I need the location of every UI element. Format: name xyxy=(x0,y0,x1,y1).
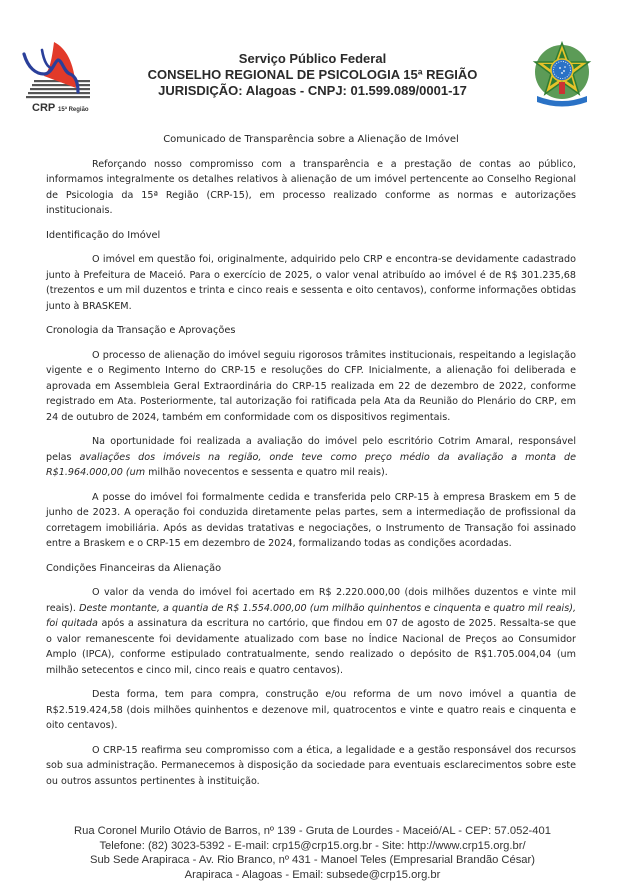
brazil-coat-of-arms-icon xyxy=(527,40,597,110)
paragraph-condicoes-compromisso: O CRP-15 reafirma seu compromisso com a ética, a legalidade e a gestão responsável dos recursos sob sua administração. Permanecemos à disposição da sociedade para eventuais esclarecimentos sobre este ou outros assuntos pertinentes à instituição. xyxy=(46,744,576,787)
section-heading-cronologia: Cronologia da Transação e Aprovações xyxy=(46,325,236,336)
paragraph-cronologia-posse: A posse do imóvel foi formalmente cedida e transferida pelo CRP-15 à empresa Braskem em 5 de junho de 2023. A operação foi conduzida diretamente pelas partes, sem a intermediação de profissional da corretagem imobiliária. Após as devidas tratativas e negociações, o Instrumento de Transação foi assinado entre a Braskem e o CRP-15 em dezembro de 2024, formalizando todas as condições acordadas. xyxy=(46,491,576,549)
section-heading-identificacao: Identificação do Imóvel xyxy=(46,229,161,241)
avaliacao-text-start: Na oportunidade foi realizada a avaliação do imóvel pelo escritório Cotrim Amaral, responsável pelas xyxy=(46,436,576,463)
footer-contact: Telefone: (82) 3023-5392 - E-mail: crp15@crp15.org.br - Site: http://www.crp15.org.br/ xyxy=(99,839,526,852)
brazil-coat-of-arms xyxy=(527,40,597,110)
letterhead-title xyxy=(120,51,505,99)
document-title: Comunicado de Transparência sobre a Alienação de Imóvel xyxy=(163,134,459,145)
crp-logo-text xyxy=(32,102,89,114)
crp-logo-sub-text: 15ª Região xyxy=(58,107,89,113)
avaliacao-text-italic: avaliações dos imóveis na região, onde teve como preço médio da avaliação a monta de R$1.964.000,00 (um xyxy=(46,451,576,478)
letterhead-footer xyxy=(0,824,625,882)
logo-stripes xyxy=(26,80,90,98)
document-body xyxy=(46,132,576,798)
avaliacao-text-end: milhão novecentos e sessenta e quatro mil reais). xyxy=(145,467,388,478)
intro-paragraph: Reforçando nosso compromisso com a transparência e a prestação de contas ao público, informamos integralmente os detalhes relativos à alienação de um imóvel pertencente ao Conselho Regional de Psicologia da 15ª Região (CRP-15), em processo realizado conforme as normas e autorizações institucionais. xyxy=(46,158,576,216)
paragraph-condicoes-saldo: Desta forma, tem para compra, construção e/ou reforma de um novo imóvel a quantia de R$2.519.424,58 (dois milhões quinhentos e dezenove mil, quatrocentos e vinte e quatro reais e cinquenta e oito centavos). xyxy=(46,689,576,731)
paragraph-cronologia-avaliacao xyxy=(46,434,576,481)
crp-logo xyxy=(14,40,98,120)
paragraph-cronologia-processo: O processo de alienação do imóvel seguiu rigorosos trâmites institucionais, respeitando a legislação vigente e o Regimento Interno do CRP-15 e resoluções do CFP. Inicialmente, a alienação foi deliberada e aprovada em Assembleia Geral Extraordinária do CRP-15 realizada em 22 de dezembro de 2022, conforme registrado em Ata. Posteriormente, tal autorização foi ratificada pela Ata da Reunião do Plenário do CRP, em 24 de outubro de 2024, também em conformidade com os dispositivos regimentais. xyxy=(46,349,576,423)
crp-logo-main-text: CRP xyxy=(32,102,56,114)
footer-address: Rua Coronel Murilo Otávio de Barros, nº 139 - Gruta de Lourdes - Maceió/AL - CEP: 57.052-401 xyxy=(74,825,551,837)
valor-text-start: O valor da venda do imóvel foi acertado em R$ 2.220.000,00 (dois milhões duzentos e vinte mil reais). xyxy=(46,587,576,614)
paragraph-condicoes-valor xyxy=(46,585,576,678)
footer-subsede-contact: Arapiraca - Alagoas - Email: subsede@crp15.org.br xyxy=(184,868,441,881)
valor-text-italic: Deste montante, a quantia de R$ 1.554.000,00 (um milhão quinhentos e cinquenta e quatro mil reais), foi quitada xyxy=(46,602,576,629)
header-line-3: JURISDIÇÃO: Alagoas - CNPJ: 01.599.089/0001-17 xyxy=(158,83,467,98)
valor-text-end: após a assinatura da escritura no cartório, que findou em 07 de agosto de 2025. Ressalta-se que o valor remanescente foi devidamente atualizado com base no Índice Nacional de Preços ao Consumidor Amplo (IPCA), conforme estipulado contratualmente, sendo realizado o depósito de R$1.705.004,04 (um milhão setecentos e cinco mil, cinco reais e quatro centavos). xyxy=(46,618,576,676)
letterhead xyxy=(0,38,625,128)
section-heading-condicoes: Condições Financeiras da Alienação xyxy=(46,562,222,574)
paragraph-identificacao: O imóvel em questão foi, originalmente, adquirido pelo CRP e encontra-se devidamente cadastrado junto à Prefeitura de Maceió. Para o exercício de 2025, o valor venal atribuído ao imóvel é de R$ 301.235,68 (trezentos e um mil duzentos e trinta e cinco reais e sessenta e oito centavos), conforme informações obtidas junto à BRASKEM. xyxy=(46,254,576,312)
header-line-2: CONSELHO REGIONAL DE PSICOLOGIA 15ª REGIÃO xyxy=(147,67,478,82)
header-line-1: Serviço Público Federal xyxy=(238,51,387,66)
crp-logo-icon xyxy=(14,40,98,102)
footer-subsede-address: Sub Sede Arapiraca - Av. Rio Branco, nº 431 - Manoel Teles (Empresarial Brandão César) xyxy=(90,854,535,866)
